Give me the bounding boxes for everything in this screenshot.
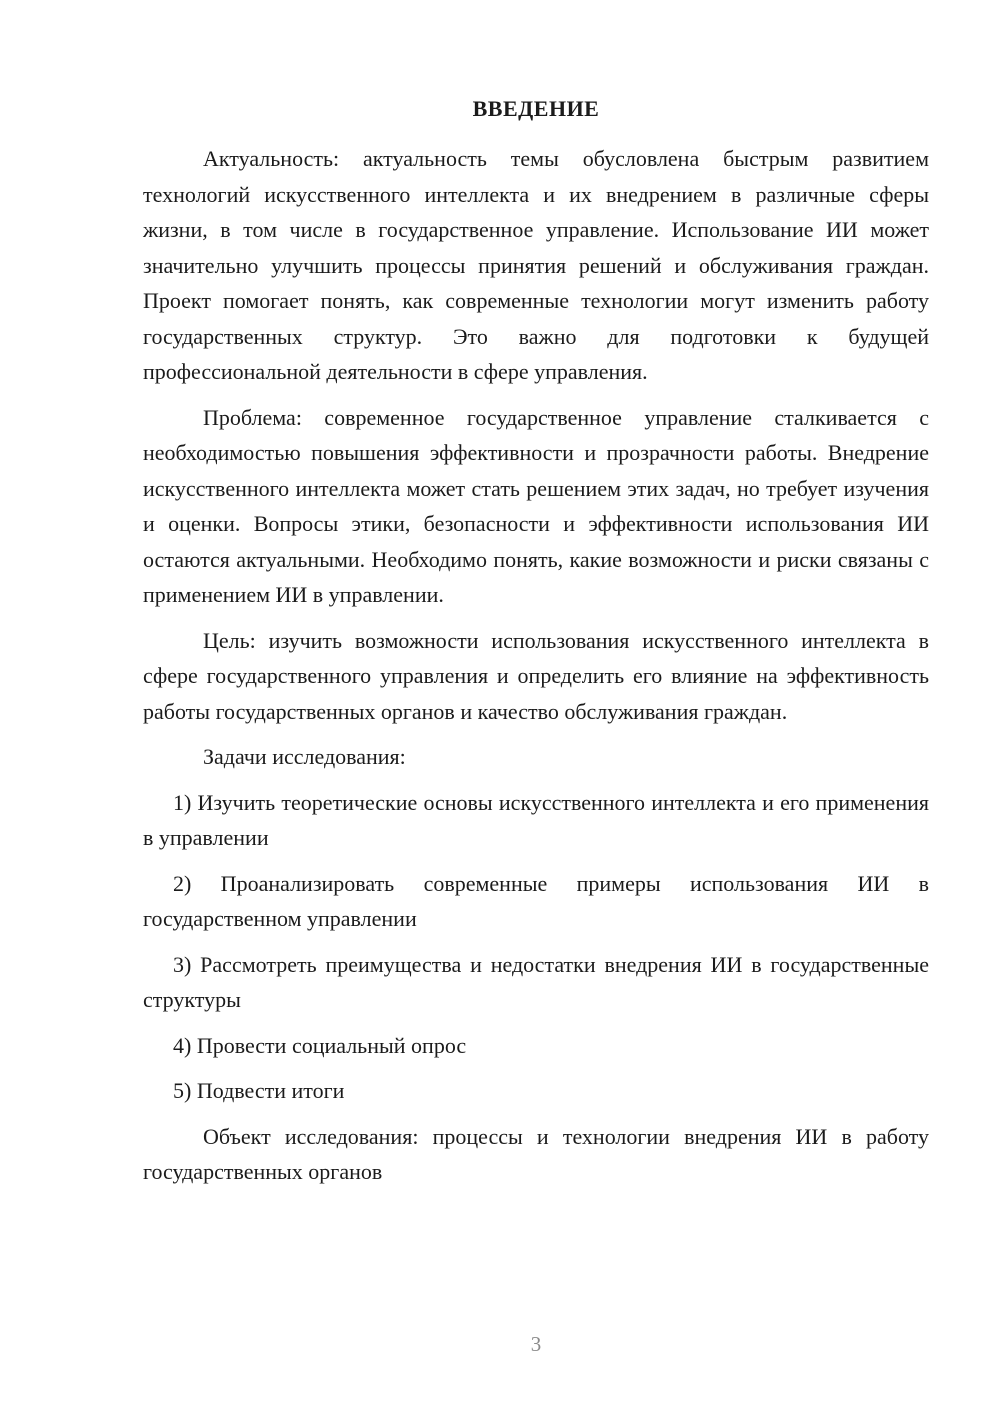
document-body xyxy=(143,141,929,1200)
paragraph-object: Объект исследования: процессы и технологии внедрения ИИ в работу государственных органов xyxy=(143,1123,929,1184)
page-number: 3 xyxy=(530,1332,542,1356)
paragraph-problem: Проблема: современное государственное управление сталкивается с необходимостью повышения эффективности и прозрачности работы. Внедрение искусственного интеллекта может стать решением этих задач, но требует изучения и оценки. Вопросы этики, безопасности и эффективности использования ИИ остаются актуальными. Необходимо понять, какие возможности и риски связаны с применением ИИ в управлении. xyxy=(143,404,929,607)
task-item-1: 1) Изучить теоретические основы искусственного интеллекта и его применения в управлении xyxy=(143,789,929,850)
paragraph-goal: Цель: изучить возможности использования искусственного интеллекта в сфере государственного управления и определить его влияние на эффективность работы государственных органов и качество обслуживания граждан. xyxy=(143,627,929,724)
task-item-3: 3) Рассмотреть преимущества и недостатки внедрения ИИ в государственные структуры xyxy=(143,951,929,1012)
task-item-5: 5) Подвести итоги xyxy=(173,1078,345,1103)
page-title: ВВЕДЕНИЕ xyxy=(472,96,600,121)
paragraph-tasks-heading: Задачи исследования: xyxy=(203,744,406,769)
task-item-4: 4) Провести социальный опрос xyxy=(173,1032,467,1058)
task-item-2: 2) Проанализировать современные примеры использования ИИ в государственном управлении xyxy=(143,870,929,931)
paragraph-relevance: Актуальность: актуальность темы обусловлена быстрым развитием технологий искусственного интеллекта и их внедрением в различные сферы жизни, в том числе в государственное управление. Использование ИИ может значительно улучшить процессы принятия решений и обслуживания граждан. Проект помогает понять, как современные технологии могут изменить работу государственных структур. Это важно для подготовки к будущей профессиональной деятельности в сфере управления. xyxy=(143,146,929,384)
